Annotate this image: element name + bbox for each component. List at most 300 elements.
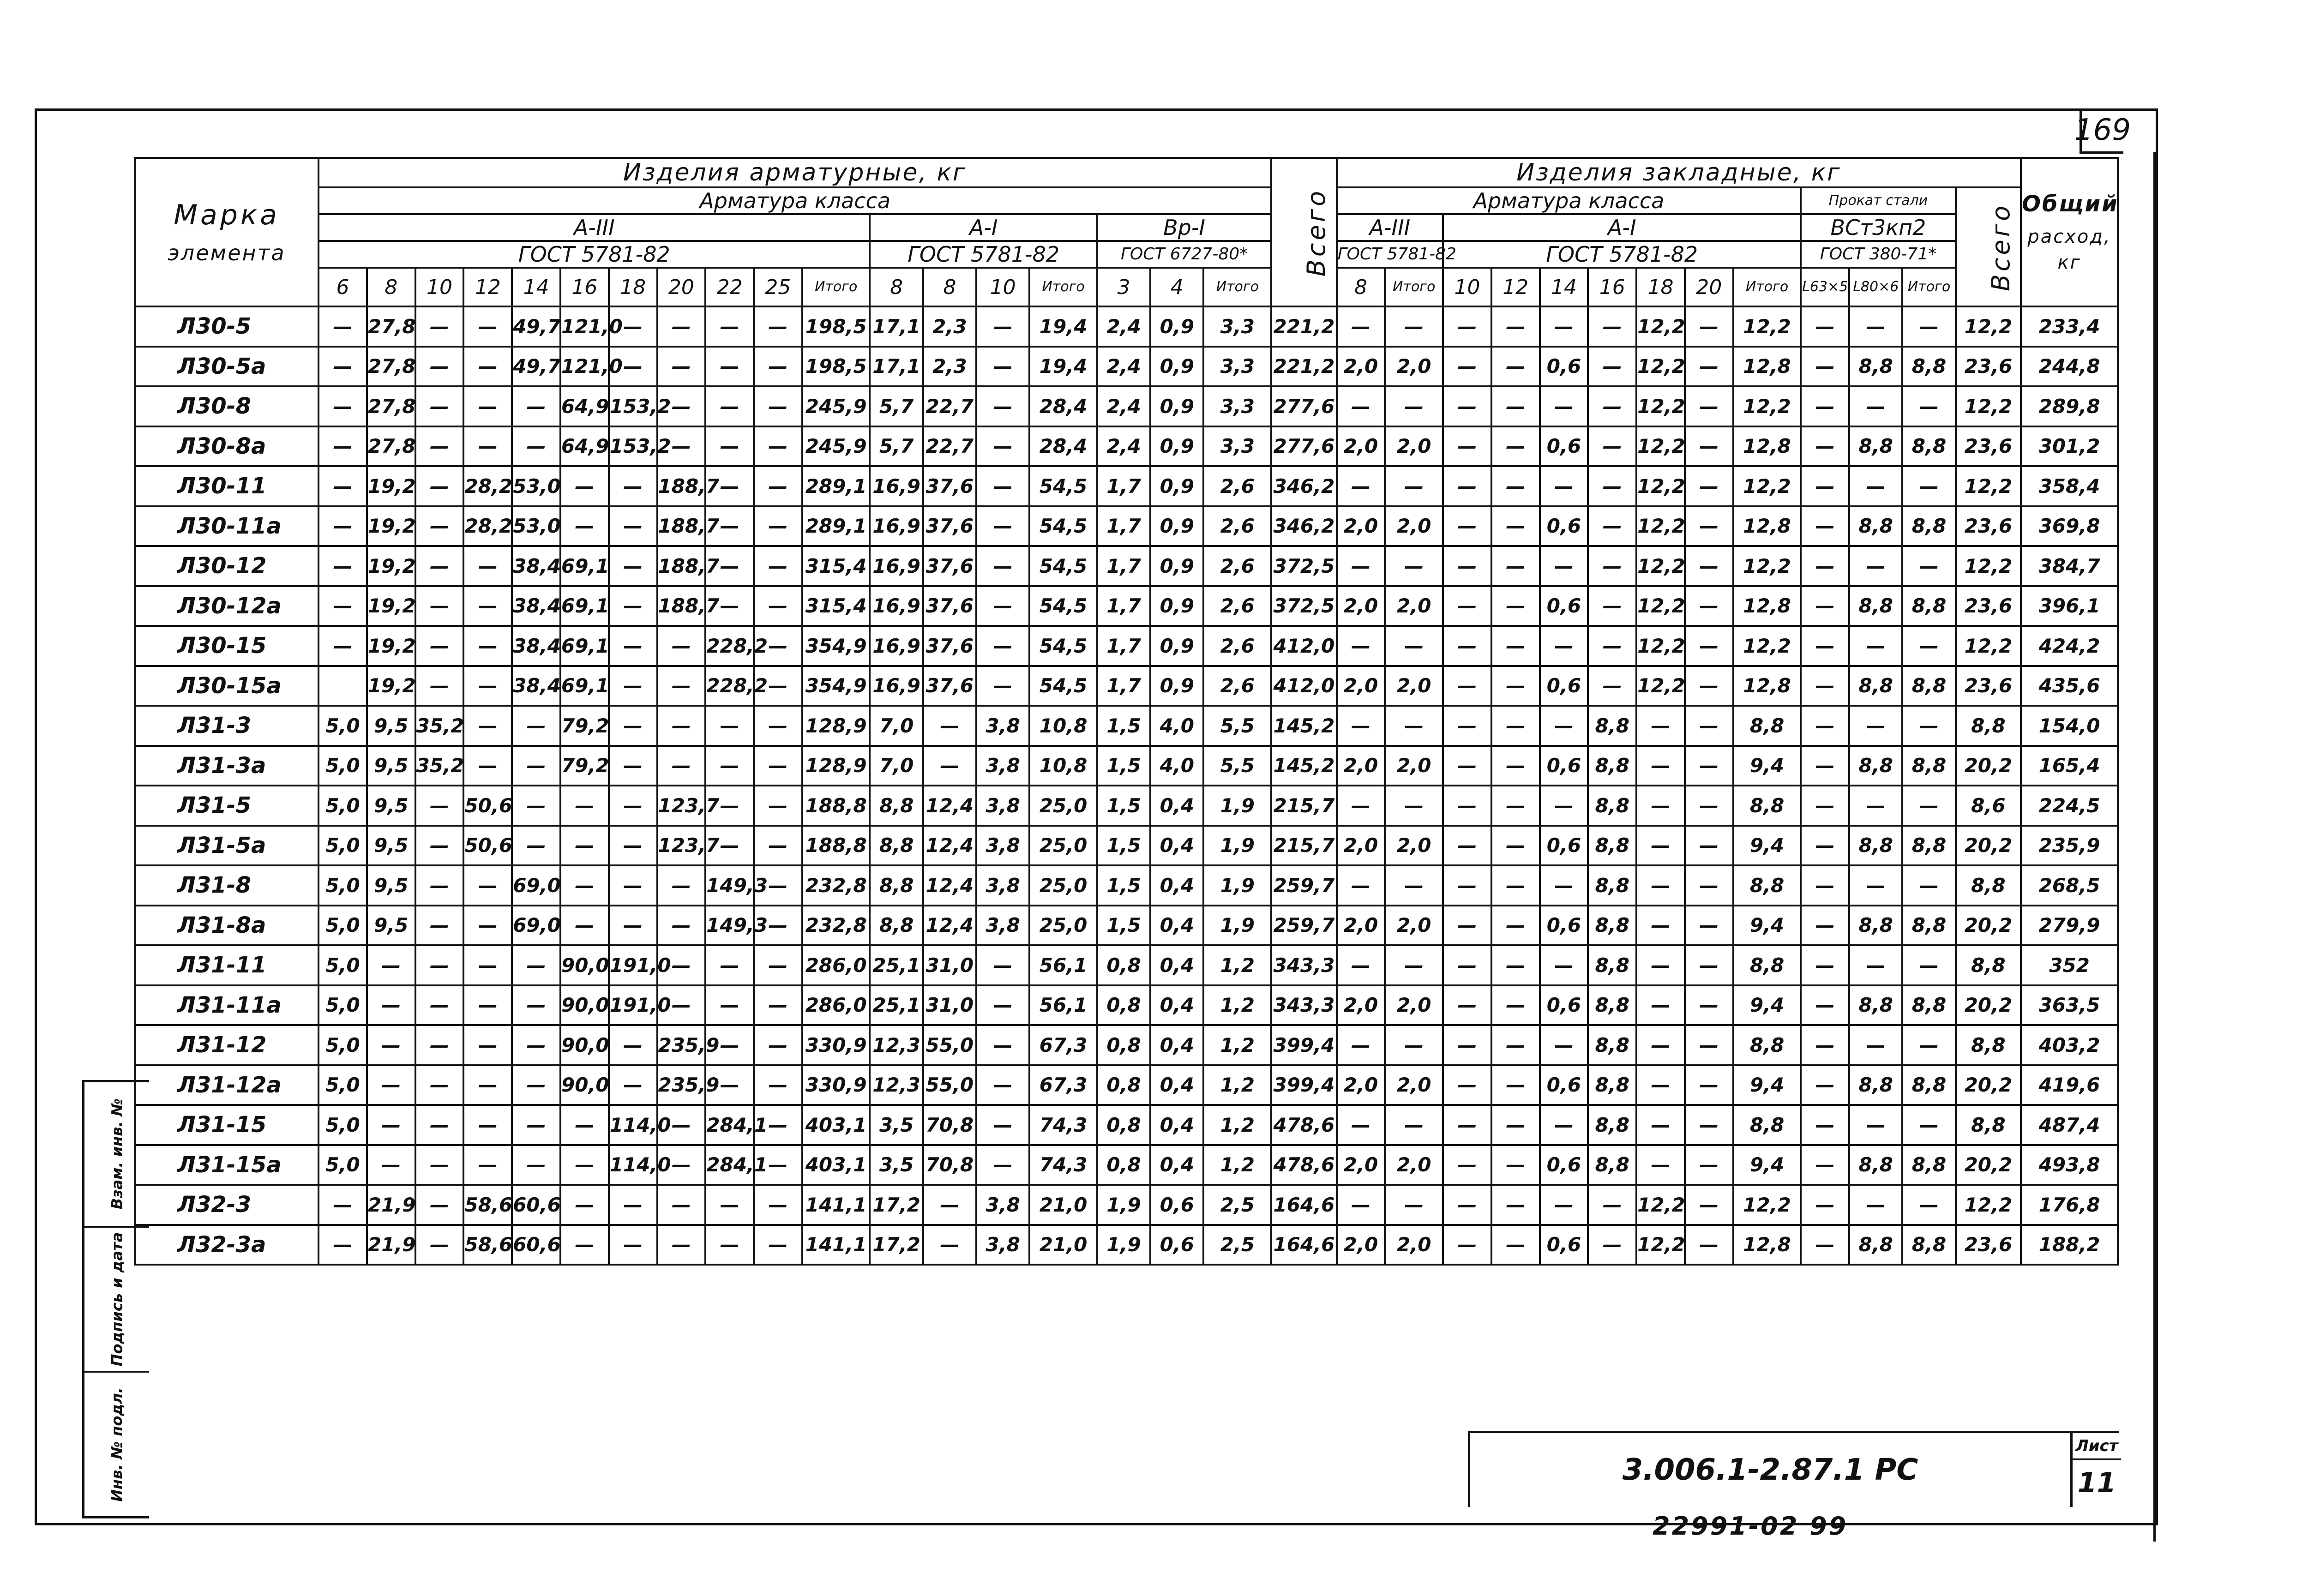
column-header: 20 — [657, 268, 706, 306]
table-cell: 1,7 — [1097, 506, 1150, 546]
table-cell: — — [319, 546, 367, 586]
table-cell: 5,0 — [319, 1025, 367, 1065]
table-cell: — — [1801, 466, 1849, 506]
table-cell: 12,8 — [1733, 666, 1801, 706]
table-cell: 277,6 — [1271, 426, 1336, 467]
table-cell: — — [1491, 306, 1540, 347]
title-block — [1468, 1431, 2119, 1507]
table-cell: 12,2 — [1636, 306, 1685, 347]
element-mark: Л30-5 — [135, 306, 319, 347]
table-cell: — — [463, 865, 512, 906]
gost-a1: ГОСТ 5781-82 — [870, 241, 1097, 268]
table-cell: 12,2 — [1636, 1185, 1685, 1225]
table-cell: 2,4 — [1097, 426, 1150, 467]
table-row — [135, 426, 2118, 467]
table-cell: 54,5 — [1029, 466, 1097, 506]
table-cell: 17,1 — [870, 306, 923, 347]
table-cell: — — [705, 1225, 754, 1265]
table-cell: 12,4 — [923, 865, 976, 906]
table-cell: 9,5 — [367, 746, 415, 786]
table-cell: — — [1685, 1185, 1733, 1225]
table-cell: — — [976, 466, 1029, 506]
table-cell: 141,1 — [802, 1225, 870, 1265]
table-cell: — — [976, 1065, 1029, 1105]
table-cell: — — [367, 985, 415, 1026]
table-cell: — — [463, 706, 512, 746]
table-cell: 25,0 — [1029, 865, 1097, 906]
table-cell: 23,6 — [1956, 586, 2021, 626]
table-cell: 20,2 — [1956, 1065, 2021, 1105]
table-cell: — — [754, 1145, 802, 1185]
table-cell: 27,8 — [367, 426, 415, 467]
table-cell: — — [609, 466, 657, 506]
table-cell: 38,4 — [512, 546, 560, 586]
table-cell: 8,8 — [1849, 985, 1902, 1026]
table-cell: — — [705, 1185, 754, 1225]
table-cell: 0,9 — [1150, 306, 1203, 347]
table-cell: — — [609, 1025, 657, 1065]
table-cell: 8,8 — [1956, 865, 2021, 906]
table-cell: — — [657, 1145, 706, 1185]
table-cell: 121,0 — [560, 347, 609, 387]
table-cell: — — [463, 1025, 512, 1065]
table-cell: — — [1540, 306, 1588, 347]
table-cell: 0,6 — [1150, 1185, 1203, 1225]
table-cell: — — [415, 466, 464, 506]
group-reinf-header: Изделия арматурные, кг — [319, 158, 1271, 187]
element-mark: Л30-11 — [135, 466, 319, 506]
element-mark: Л32-3 — [135, 1185, 319, 1225]
table-cell: 25,1 — [870, 985, 923, 1026]
table-cell: — — [560, 1145, 609, 1185]
column-header: 25 — [754, 268, 802, 306]
table-cell: 37,6 — [923, 506, 976, 546]
column-header: 18 — [609, 268, 657, 306]
table-cell: 12,8 — [1733, 506, 1801, 546]
table-cell: — — [1491, 985, 1540, 1026]
table-cell: 215,7 — [1271, 786, 1336, 826]
table-cell: — — [1540, 466, 1588, 506]
table-cell: — — [1685, 666, 1733, 706]
table-cell: — — [1685, 546, 1733, 586]
table-cell: — — [609, 586, 657, 626]
table-cell: 0,9 — [1150, 506, 1203, 546]
table-cell: — — [512, 985, 560, 1026]
sheet-label: Лист — [2073, 1433, 2121, 1460]
table-cell: 50,6 — [463, 786, 512, 826]
element-mark: Л32-3а — [135, 1225, 319, 1265]
table-cell: 8,8 — [1733, 1105, 1801, 1145]
table-cell: — — [415, 1225, 464, 1265]
table-cell: 1,2 — [1203, 1025, 1271, 1065]
table-cell: — — [657, 347, 706, 387]
table-cell: — — [609, 706, 657, 746]
table-cell: 8,8 — [1849, 347, 1902, 387]
table-cell: — — [1491, 506, 1540, 546]
table-row — [135, 1105, 2118, 1145]
table-cell: 1,7 — [1097, 666, 1150, 706]
table-cell: 17,2 — [870, 1185, 923, 1225]
table-cell: 358,4 — [2021, 466, 2118, 506]
table-cell: 9,5 — [367, 906, 415, 946]
document-code: 3.006.1-2.87.1 РС — [1622, 1453, 1918, 1487]
table-cell: — — [1902, 1185, 1955, 1225]
table-cell: 2,6 — [1203, 666, 1271, 706]
table-cell: 70,8 — [923, 1145, 976, 1185]
table-cell: 0,4 — [1150, 826, 1203, 866]
table-cell: 2,0 — [1337, 985, 1385, 1026]
table-cell: — — [1443, 1065, 1491, 1105]
table-cell: 8,8 — [870, 906, 923, 946]
table-cell: 8,8 — [1849, 666, 1902, 706]
table-cell: 56,1 — [1029, 985, 1097, 1026]
table-cell: — — [1849, 386, 1902, 426]
element-mark: Л30-15 — [135, 626, 319, 666]
table-cell: — — [754, 985, 802, 1026]
table-cell: 435,6 — [2021, 666, 2118, 706]
table-cell: 8,8 — [1588, 985, 1636, 1026]
table-cell: 164,6 — [1271, 1225, 1336, 1265]
table-cell: 1,9 — [1097, 1185, 1150, 1225]
table-cell: 478,6 — [1271, 1145, 1336, 1185]
table-cell: — — [1685, 506, 1733, 546]
table-cell: — — [1491, 586, 1540, 626]
element-mark: Л31-11 — [135, 945, 319, 985]
table-cell: 23,6 — [1956, 1225, 2021, 1265]
table-cell: — — [1337, 546, 1385, 586]
table-cell: 8,8 — [1588, 1025, 1636, 1065]
table-cell: 149,3 — [705, 865, 754, 906]
table-cell: 346,2 — [1271, 506, 1336, 546]
table-cell: — — [1588, 347, 1636, 387]
table-cell: 0,9 — [1150, 546, 1203, 586]
table-cell: 23,6 — [1956, 426, 2021, 467]
table-cell: — — [512, 945, 560, 985]
table-cell: — — [1902, 466, 1955, 506]
table-cell: — — [609, 666, 657, 706]
table-cell: 2,4 — [1097, 306, 1150, 347]
table-cell: — — [1491, 746, 1540, 786]
table-cell: 20,2 — [1956, 906, 2021, 946]
table-cell: 289,1 — [802, 466, 870, 506]
table-cell: 419,6 — [2021, 1065, 2118, 1105]
element-mark: Л31-5 — [135, 786, 319, 826]
table-cell: 233,4 — [2021, 306, 2118, 347]
table-cell: 3,8 — [976, 746, 1029, 786]
table-cell: 3,8 — [976, 906, 1029, 946]
column-header: 14 — [1540, 268, 1588, 306]
table-cell: — — [1337, 1105, 1385, 1145]
table-cell: — — [319, 506, 367, 546]
table-cell: — — [463, 666, 512, 706]
mark-header: Марка элемента — [135, 158, 319, 306]
table-cell: — — [415, 347, 464, 387]
table-cell: — — [754, 426, 802, 467]
table-cell: 1,5 — [1097, 826, 1150, 866]
table-cell: 153,2 — [609, 426, 657, 467]
table-cell: 19,2 — [367, 506, 415, 546]
table-cell: 8,8 — [1588, 945, 1636, 985]
table-cell: 28,2 — [463, 506, 512, 546]
table-cell: — — [560, 466, 609, 506]
table-cell: — — [560, 826, 609, 866]
table-cell: 215,7 — [1271, 826, 1336, 866]
table-cell: — — [1685, 786, 1733, 826]
table-cell: 12,2 — [1733, 1185, 1801, 1225]
table-cell: 8,8 — [1956, 945, 2021, 985]
table-cell: — — [560, 506, 609, 546]
table-cell: — — [1385, 386, 1443, 426]
table-cell: 424,2 — [2021, 626, 2118, 666]
table-cell: 8,8 — [1588, 1065, 1636, 1105]
table-cell: — — [415, 626, 464, 666]
table-cell: 8,8 — [1588, 786, 1636, 826]
table-cell: — — [463, 985, 512, 1026]
table-cell: 37,6 — [923, 626, 976, 666]
table-cell: 0,6 — [1540, 985, 1588, 1026]
table-cell: — — [1491, 1145, 1540, 1185]
column-header: 8 — [1337, 268, 1385, 306]
table-cell: 9,5 — [367, 826, 415, 866]
table-cell: 289,1 — [802, 506, 870, 546]
table-cell: — — [1491, 865, 1540, 906]
table-cell: — — [512, 426, 560, 467]
table-cell: — — [1491, 826, 1540, 866]
table-cell: — — [1685, 1025, 1733, 1065]
table-cell: — — [976, 666, 1029, 706]
table-cell: 2,0 — [1385, 906, 1443, 946]
table-cell: 121,0 — [560, 306, 609, 347]
table-cell: 0,6 — [1540, 506, 1588, 546]
table-cell: 0,9 — [1150, 426, 1203, 467]
table-cell: — — [463, 1145, 512, 1185]
table-cell: — — [1443, 706, 1491, 746]
table-cell: — — [1849, 1025, 1902, 1065]
table-cell: 8,8 — [1588, 826, 1636, 866]
table-cell: — — [705, 426, 754, 467]
table-cell: — — [1385, 865, 1443, 906]
table-cell: 154,0 — [2021, 706, 2118, 746]
table-cell: — — [1685, 985, 1733, 1026]
table-cell: 0,8 — [1097, 1065, 1150, 1105]
table-cell: 7,0 — [870, 746, 923, 786]
table-cell: 354,9 — [802, 666, 870, 706]
table-cell: 38,4 — [512, 666, 560, 706]
table-row — [135, 1065, 2118, 1105]
table-cell: — — [415, 1105, 464, 1145]
element-mark: Л30-12 — [135, 546, 319, 586]
table-cell: 188,2 — [2021, 1225, 2118, 1265]
table-cell: 384,7 — [2021, 546, 2118, 586]
table-cell: 188,7 — [657, 586, 706, 626]
table-cell: — — [1337, 1185, 1385, 1225]
table-cell: 330,9 — [802, 1025, 870, 1065]
table-cell: — — [1491, 347, 1540, 387]
table-cell: — — [705, 706, 754, 746]
table-cell: — — [463, 1105, 512, 1145]
table-cell: 90,0 — [560, 985, 609, 1026]
table-row — [135, 786, 2118, 826]
table-cell: — — [1385, 945, 1443, 985]
table-cell: 9,4 — [1733, 746, 1801, 786]
table-cell: 53,0 — [512, 506, 560, 546]
column-header: 8 — [870, 268, 923, 306]
table-cell: — — [657, 666, 706, 706]
table-cell: — — [512, 1105, 560, 1145]
table-cell: — — [1685, 306, 1733, 347]
table-cell: 286,0 — [802, 985, 870, 1026]
table-cell: — — [319, 1185, 367, 1225]
table-cell: — — [1443, 386, 1491, 426]
table-cell: — — [1685, 826, 1733, 866]
table-cell: 369,8 — [2021, 506, 2118, 546]
table-cell: — — [754, 1065, 802, 1105]
table-cell: 12,2 — [1956, 626, 2021, 666]
table-cell: 64,9 — [560, 426, 609, 467]
table-cell: 5,0 — [319, 1065, 367, 1105]
table-cell: 221,2 — [1271, 306, 1336, 347]
table-cell: 56,1 — [1029, 945, 1097, 985]
table-cell: — — [657, 426, 706, 467]
table-cell: 188,8 — [802, 826, 870, 866]
table-cell: 16,9 — [870, 546, 923, 586]
table-cell: — — [319, 426, 367, 467]
table-cell: 7,0 — [870, 706, 923, 746]
table-cell: 2,0 — [1337, 586, 1385, 626]
table-cell: 191,0 — [609, 945, 657, 985]
table-cell: 2,4 — [1097, 347, 1150, 387]
group-embed-header: Изделия закладные, кг — [1337, 158, 2021, 187]
table-cell: 8,8 — [1849, 1225, 1902, 1265]
table-cell: 0,4 — [1150, 985, 1203, 1026]
table-cell: — — [657, 306, 706, 347]
table-cell: 12,2 — [1636, 426, 1685, 467]
table-cell: 343,3 — [1271, 945, 1336, 985]
table-cell: — — [1337, 945, 1385, 985]
table-cell: 19,2 — [367, 546, 415, 586]
table-cell: — — [1849, 466, 1902, 506]
table-cell: — — [754, 466, 802, 506]
table-cell: 12,4 — [923, 786, 976, 826]
table-cell: 0,6 — [1150, 1225, 1203, 1265]
table-cell: 145,2 — [1271, 746, 1336, 786]
table-cell: 3,8 — [976, 786, 1029, 826]
table-cell: — — [463, 386, 512, 426]
embed-a1-header: А-I — [1443, 214, 1801, 241]
table-cell: 279,9 — [2021, 906, 2118, 946]
table-cell: 478,6 — [1271, 1105, 1336, 1145]
table-cell: 12,2 — [1956, 306, 2021, 347]
table-cell: 25,0 — [1029, 826, 1097, 866]
table-cell: 2,0 — [1385, 1225, 1443, 1265]
table-cell: 2,0 — [1337, 906, 1385, 946]
table-cell: 37,6 — [923, 466, 976, 506]
table-cell: 8,8 — [1956, 706, 2021, 746]
table-cell: — — [463, 546, 512, 586]
table-cell: 235,9 — [657, 1025, 706, 1065]
table-cell: — — [657, 1105, 706, 1145]
table-cell: — — [1443, 666, 1491, 706]
table-row — [135, 386, 2118, 426]
table-cell: — — [1588, 666, 1636, 706]
table-cell: 412,0 — [1271, 626, 1336, 666]
table-cell: 25,0 — [1029, 906, 1097, 946]
table-cell: 191,0 — [609, 985, 657, 1026]
table-cell: — — [1685, 865, 1733, 906]
table-cell: 188,7 — [657, 546, 706, 586]
table-cell: 1,2 — [1203, 1105, 1271, 1145]
table-cell: — — [1588, 546, 1636, 586]
table-cell: 21,0 — [1029, 1225, 1097, 1265]
table-cell: 5,0 — [319, 985, 367, 1026]
table-cell: — — [1337, 386, 1385, 426]
table-cell: — — [367, 1025, 415, 1065]
table-cell: — — [1902, 786, 1955, 826]
table-cell: 0,9 — [1150, 666, 1203, 706]
table-cell: 49,7 — [512, 347, 560, 387]
table-cell: — — [705, 1025, 754, 1065]
table-cell: 5,7 — [870, 386, 923, 426]
column-header: Итого — [1385, 268, 1443, 306]
table-cell: — — [463, 906, 512, 946]
table-row — [135, 1145, 2118, 1185]
table-cell: 0,4 — [1150, 1025, 1203, 1065]
stamp-original-inv: Инв. № подл. — [108, 1387, 126, 1502]
table-cell: — — [367, 1065, 415, 1105]
table-cell: — — [1443, 906, 1491, 946]
inventory-code: 22991-02 99 — [1653, 1512, 1848, 1541]
table-cell: — — [415, 306, 464, 347]
table-cell: 2,4 — [1097, 386, 1150, 426]
table-cell: — — [1801, 386, 1849, 426]
table-cell: — — [1540, 626, 1588, 666]
gost-vst: ГОСТ 380-71* — [1801, 241, 1955, 268]
table-cell: 21,0 — [1029, 1185, 1097, 1225]
table-cell: — — [1849, 626, 1902, 666]
table-cell: 149,3 — [705, 906, 754, 946]
column-header: 16 — [1588, 268, 1636, 306]
table-cell: 3,3 — [1203, 386, 1271, 426]
table-cell: 16,9 — [870, 586, 923, 626]
table-cell: — — [1849, 546, 1902, 586]
stamp-signature-date: Подпись и дата — [84, 1228, 149, 1373]
table-cell: — — [1443, 1025, 1491, 1065]
table-cell: 3,3 — [1203, 347, 1271, 387]
table-cell: — — [1801, 626, 1849, 666]
table-cell: — — [367, 1145, 415, 1185]
table-cell: 79,2 — [560, 706, 609, 746]
table-cell: 8,8 — [1588, 706, 1636, 746]
table-cell: 114,0 — [609, 1145, 657, 1185]
table-cell: 55,0 — [923, 1065, 976, 1105]
table-cell: 245,9 — [802, 386, 870, 426]
table-cell: — — [609, 1065, 657, 1105]
table-cell: 221,2 — [1271, 347, 1336, 387]
table-cell: 31,0 — [923, 985, 976, 1026]
table-cell: — — [1491, 945, 1540, 985]
table-cell: 9,4 — [1733, 906, 1801, 946]
table-cell: 1,2 — [1203, 1065, 1271, 1105]
table-cell: 301,2 — [2021, 426, 2118, 467]
table-cell: 399,4 — [1271, 1065, 1336, 1105]
table-row — [135, 1025, 2118, 1065]
table-cell: — — [367, 945, 415, 985]
table-cell: 8,8 — [1849, 746, 1902, 786]
table-cell: 21,9 — [367, 1185, 415, 1225]
table-cell: 352 — [2021, 945, 2118, 985]
table-cell: 8,8 — [1956, 1105, 2021, 1145]
table-cell: — — [1685, 347, 1733, 387]
